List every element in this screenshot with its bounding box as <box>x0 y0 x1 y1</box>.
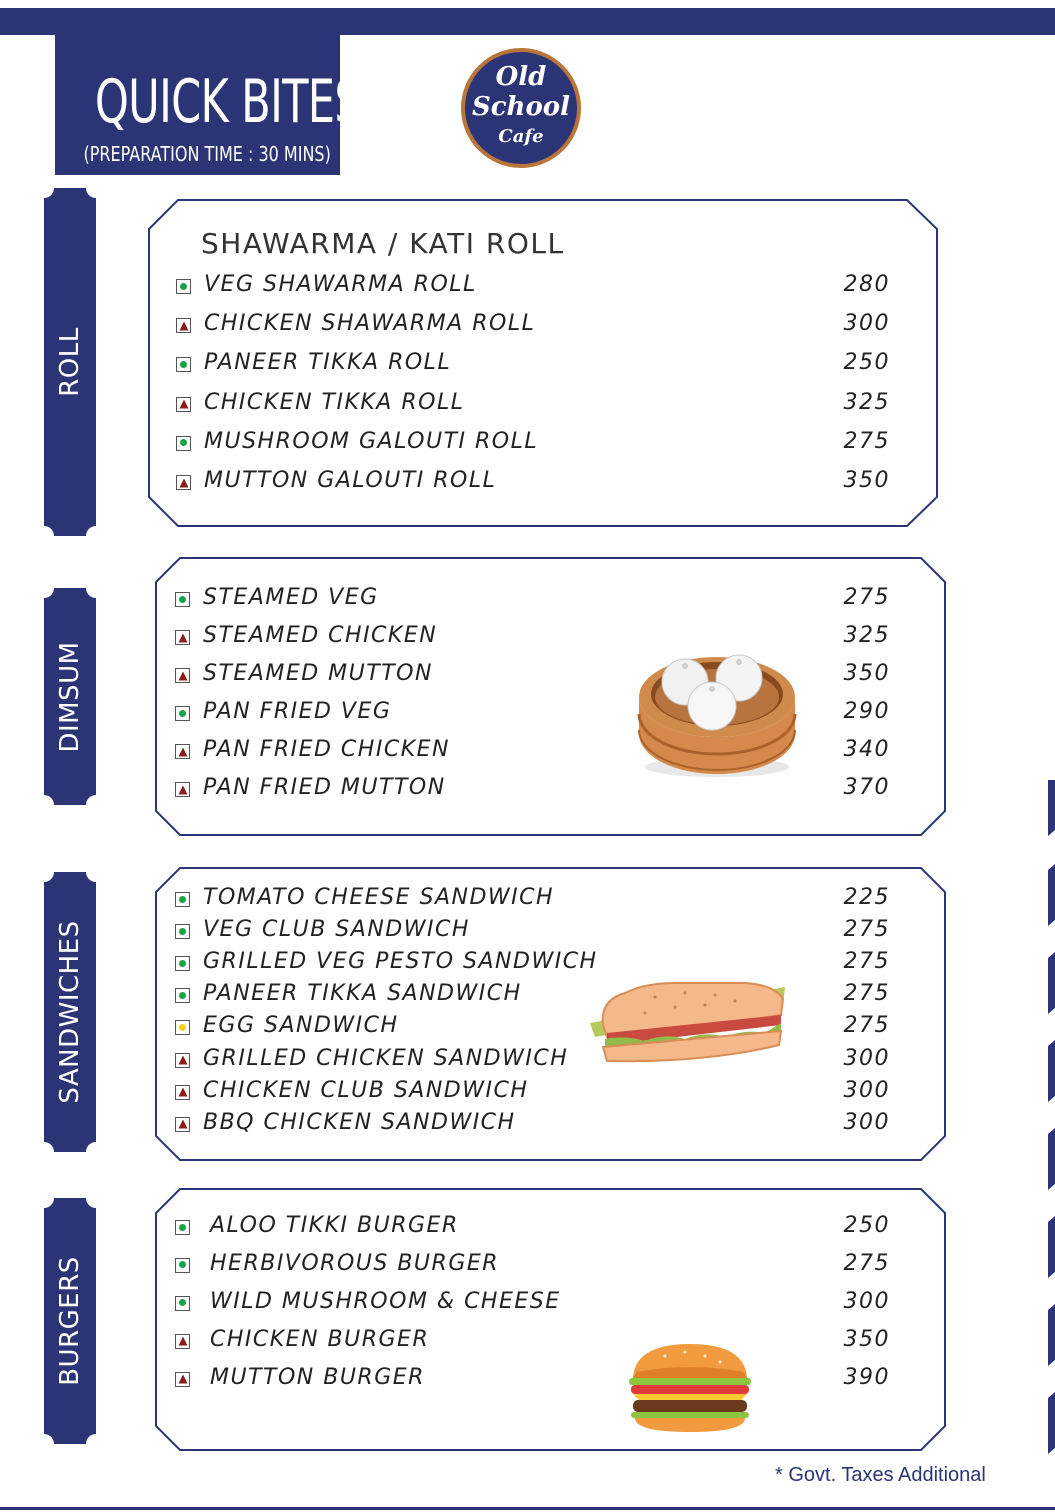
menu-item-row <box>175 1289 890 1319</box>
menu-item-name: PAN FRIED MUTTON <box>203 775 446 800</box>
menu-item-row <box>175 1365 890 1395</box>
logo-line-3: Cafe <box>498 126 544 147</box>
menu-item-row <box>175 885 890 915</box>
menu-item-row <box>176 429 890 459</box>
menu-item-name: VEG SHAWARMA ROLL <box>204 272 477 297</box>
veg-symbol-icon <box>176 436 191 451</box>
veg-symbol-icon <box>175 988 190 1003</box>
menu-item-name: CHICKEN TIKKA ROLL <box>204 389 465 415</box>
non-veg-symbol-icon <box>175 782 190 797</box>
burger-image <box>625 1342 755 1434</box>
non-veg-symbol-icon <box>176 318 191 333</box>
menu-item-price: 325 <box>843 623 890 648</box>
page-title: QUICK BITES <box>94 67 362 137</box>
menu-item-row <box>176 272 890 302</box>
menu-item-price: 300 <box>843 1109 890 1135</box>
tab-dimsum <box>44 588 96 805</box>
menu-item-price: 250 <box>843 350 890 376</box>
menu-item-price: 275 <box>843 428 890 454</box>
menu-item-price: 300 <box>843 1288 890 1314</box>
menu-item-row <box>176 390 890 420</box>
menu-item-price: 275 <box>843 1250 890 1276</box>
non-veg-symbol-icon <box>175 1334 190 1349</box>
menu-item-name: GRILLED CHICKEN SANDWICH <box>203 1045 569 1071</box>
veg-symbol-icon <box>175 924 190 939</box>
non-veg-symbol-icon <box>175 744 190 759</box>
sandwich-image <box>585 975 787 1067</box>
tab-burgers <box>44 1198 96 1444</box>
non-veg-symbol-icon <box>175 1053 190 1068</box>
menu-item-price: 275 <box>843 585 890 610</box>
menu-item-row <box>175 1327 890 1357</box>
menu-card-roll <box>148 199 938 527</box>
menu-item-name: MUTTON BURGER <box>210 1364 425 1390</box>
menu-item-price: 275 <box>843 1013 890 1039</box>
menu-item-name: BBQ CHICKEN SANDWICH <box>203 1109 516 1135</box>
menu-item-price: 350 <box>843 661 890 686</box>
menu-item-price: 300 <box>843 311 890 337</box>
menu-item-name: ALOO TIKKI BURGER <box>210 1213 459 1238</box>
menu-item-name: WILD MUSHROOM & CHEESE <box>210 1288 561 1314</box>
menu-item-name: EGG SANDWICH <box>203 1013 399 1039</box>
menu-item-name: STEAMED MUTTON <box>203 661 433 686</box>
bottom-border-line <box>0 1507 1055 1510</box>
menu-item-price: 370 <box>843 775 890 800</box>
side-stripe-decoration <box>1040 780 1055 1500</box>
taxes-note: * Govt. Taxes Additional <box>775 1464 986 1486</box>
menu-item-row <box>175 1251 890 1281</box>
non-veg-symbol-icon <box>175 630 190 645</box>
menu-item-price: 290 <box>843 699 890 724</box>
menu-item-name: HERBIVOROUS BURGER <box>210 1250 500 1276</box>
menu-item-price: 275 <box>843 917 890 943</box>
menu-item-name: TOMATO CHEESE SANDWICH <box>203 885 555 910</box>
menu-item-row <box>176 311 890 341</box>
menu-item-row <box>176 350 890 380</box>
menu-item-row <box>175 1078 890 1108</box>
menu-card-burgers <box>155 1188 946 1451</box>
non-veg-symbol-icon <box>175 668 190 683</box>
non-veg-symbol-icon <box>176 397 191 412</box>
page-subtitle: (PREPARATION TIME : 30 MINS) <box>83 142 331 166</box>
menu-item-name: PANEER TIKKA ROLL <box>204 350 452 376</box>
menu-item-name: VEG CLUB SANDWICH <box>203 917 470 943</box>
veg-symbol-icon <box>175 1220 190 1235</box>
menu-item-name: PAN FRIED VEG <box>203 699 392 724</box>
menu-item-price: 390 <box>843 1364 890 1390</box>
menu-item-name: CHICKEN BURGER <box>210 1326 430 1352</box>
menu-item-price: 325 <box>843 389 890 415</box>
logo-line-2: School <box>471 92 571 122</box>
veg-symbol-icon <box>175 1258 190 1273</box>
non-veg-symbol-icon <box>175 1085 190 1100</box>
veg-symbol-icon <box>175 1296 190 1311</box>
title-block <box>55 35 362 175</box>
non-veg-symbol-icon <box>176 475 191 490</box>
menu-card-sandwiches <box>155 867 946 1161</box>
tab-roll-label: ROLL <box>55 327 85 397</box>
menu-item-price: 275 <box>843 949 890 975</box>
non-veg-symbol-icon <box>175 1117 190 1132</box>
logo-line-1: Old <box>495 62 547 92</box>
veg-symbol-icon <box>176 357 191 372</box>
menu-item-name: PAN FRIED CHICKEN <box>203 737 450 762</box>
menu-item-price: 275 <box>843 981 890 1007</box>
menu-item-price: 300 <box>843 1045 890 1071</box>
veg-symbol-icon <box>176 279 191 294</box>
menu-item-price: 250 <box>843 1213 890 1238</box>
veg-symbol-icon <box>175 592 190 607</box>
menu-item-name: PANEER TIKKA SANDWICH <box>203 981 522 1007</box>
menu-item-name: CHICKEN SHAWARMA ROLL <box>204 311 536 337</box>
menu-item-name: MUTTON GALOUTI ROLL <box>204 468 497 493</box>
dimsum-basket-image <box>635 642 800 782</box>
menu-item-price: 225 <box>843 885 890 910</box>
top-banner-bar <box>0 8 1055 35</box>
section-heading-roll: SHAWARMA / KATI ROLL <box>201 227 565 260</box>
menu-item-price: 350 <box>843 1326 890 1352</box>
veg-symbol-icon <box>175 892 190 907</box>
veg-symbol-icon <box>175 706 190 721</box>
menu-item-name: STEAMED CHICKEN <box>203 623 438 648</box>
menu-item-name: GRILLED VEG PESTO SANDWICH <box>203 949 598 975</box>
menu-item-row <box>175 585 890 615</box>
tab-sandwiches-label: SANDWICHES <box>55 920 85 1104</box>
menu-item-price: 280 <box>843 272 890 297</box>
tab-roll <box>44 188 96 536</box>
tab-sandwiches <box>44 872 96 1152</box>
veg-symbol-icon <box>175 956 190 971</box>
tab-dimsum-label: DIMSUM <box>55 640 85 753</box>
menu-item-name: CHICKEN CLUB SANDWICH <box>203 1077 529 1103</box>
menu-item-row <box>176 468 890 498</box>
menu-item-row <box>175 1213 890 1243</box>
menu-item-name: STEAMED VEG <box>203 585 379 610</box>
tab-burgers-label: BURGERS <box>55 1256 85 1386</box>
menu-card-dimsum <box>155 557 946 836</box>
egg-symbol-icon <box>175 1020 190 1035</box>
menu-item-name: MUSHROOM GALOUTI ROLL <box>204 428 539 454</box>
menu-item-price: 340 <box>843 737 890 762</box>
non-veg-symbol-icon <box>175 1372 190 1387</box>
menu-item-row <box>175 1110 890 1140</box>
menu-item-price: 350 <box>843 468 890 493</box>
menu-item-row <box>175 917 890 947</box>
cafe-logo <box>461 48 581 168</box>
menu-item-price: 300 <box>843 1077 890 1103</box>
